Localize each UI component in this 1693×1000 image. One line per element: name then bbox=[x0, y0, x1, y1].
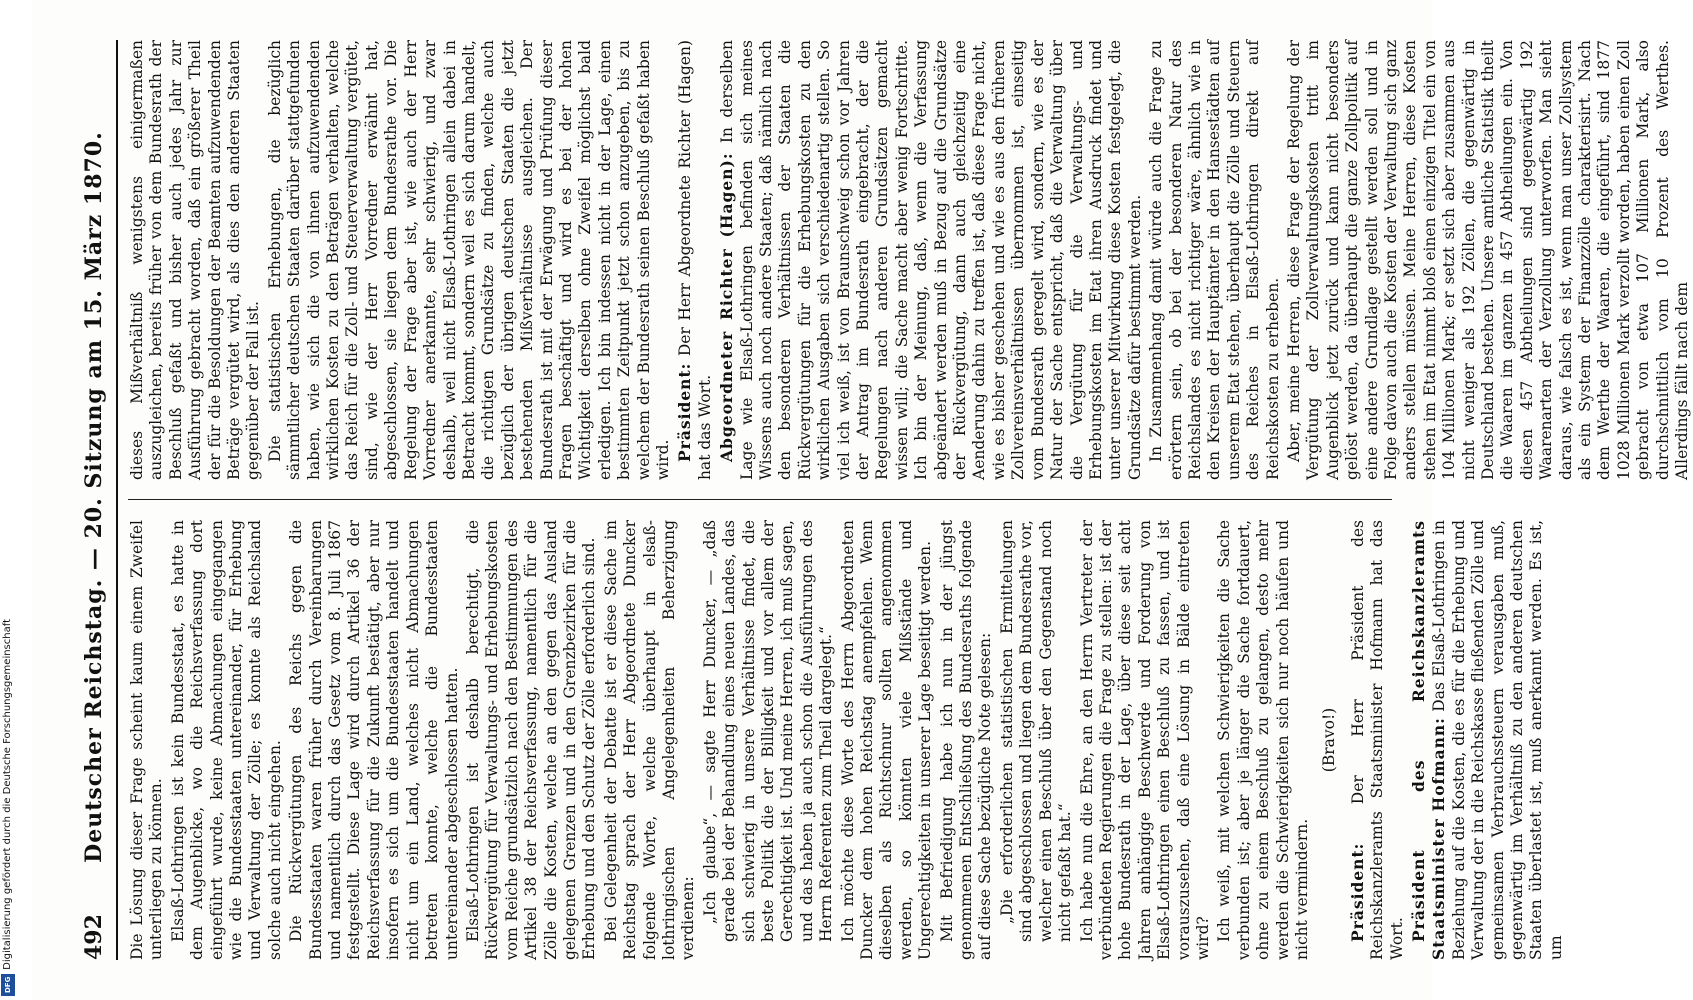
paragraph: Ich habe nun die Ehre, an den Herrn Vertreter der verbündeten Regierungen die Frage zu stellen: ist der hohe Bundesrath in der Lage, über diese seit acht Jahren anhängige Beschwerde und Forderung von Elsaß-Lothringen einen Beschluß zu fassen, und ist vorauszusehen, daß eine Lösung in Bälde eintreten wird? bbox=[1077, 520, 1212, 960]
paragraph: Aber, meine Herren, diese Frage der Regelung der Vergütung der Zollverwaltungskosten tritt im Augenblick jetzt zurück und kann nicht besonders gelöst werden, da überhaupt die ganze Zollpolitik auf eine andere Grundlage gestellt werden soll und in Folge davon auch die Kosten der Verwaltung sich ganz anders stellen müssen. Meine Herren, diese Kosten stehen im Etat nimmt bloß einen einzigen Titel ein von 104 Millionen Mark; er setzt sich aber zusammen aus nicht weniger als 192 Zöllen, die gegenwärtig in Deutschland bestehen. Unsere amtliche Statistik theilt die Waaren im ganzen in 457 Abtheilungen ein. Von diesen 457 Abtheilungen sind gegenwärtig 192 Waarenarten der Verzollung unterworfen. Man sieht daraus, wie falsch es ist, wenn man unser Zollsystem als ein System der Finanzzölle charakterisirt. Nach dem Werthe der Waaren, die eingeführt, sind 1877 1028 Millionen Mark verzollt worden, haben einen Zoll gebracht von etwa 107 Millionen Mark, also durchschnittlich vom 10 Prozent des Werthes. Allerdings fällt nach dem bbox=[1284, 40, 1692, 480]
running-title: Deutscher Reichstag. — 20. Sitzung am 15. März 1870. bbox=[81, 131, 107, 863]
speech-text: In derselben Lage wie Elsaß-Lothringen befinden sich meines Wissens auch noch andere Staaten; daß nämlich nach den besonderen Verhältnissen der Staaten die Rückvergütungen für die Erhebungskosten zu den wirklichen Ausgaben sich verschiedenartig stellen. So viel ich weiß, ist von Braunschweig schon vor Jahren der Antrag im Bundesrath eingebracht, der die Regelungen nach anderen Grundsätzen gemacht wissen will; die Sache macht aber wenig Fortschritte. Ich bin der Meinung, daß, wenn die Verfassung abgeändert werden muß in Bezug auf die Grundsätze der Rückvergütung, dann auch gleichzeitig eine Aenderung dahin zu treffen ist, daß diese Frage nicht, wie es bisher geschehen und wie es aus den früheren Zollvereinsverhältnissen übernommen ist, einseitig vom Bundesrath geregelt wird, sondern, wie es der Natur der Sache entspricht, daß die Verwaltung über die Vergütung für die Verwaltungs- und Erhebungskosten im Etat ihren Ausdruck findet und unter unserer Mitwirkung diese Kosten festgelegt, die Grundsätze dafür bestimmt werden. bbox=[718, 40, 1144, 480]
scanned-page bbox=[32, 0, 1692, 1000]
paragraph: Mit Befriedigung habe ich nun in der jüngst genommenen Entschließung des Bundesraths folgende auf diese Sache bezügliche Note gelesen: bbox=[937, 520, 995, 960]
paragraph: dieses Mißverhältniß wenigstens einigermaßen auszugleichen, bereits früher von dem Bundesrath der Beschluß gefaßt und bisher auch jedes Jahr zur Ausführung gebracht worden, daß ein größerer Theil der für die Besoldungen der Beamten aufzuwendenden Beträge vergütet wird, als dies den anderen Staaten gegenüber der Fall ist. bbox=[128, 40, 263, 480]
column-rule bbox=[128, 499, 1392, 500]
speaker-name: Präsident: bbox=[1347, 842, 1367, 942]
speaker-name: Präsident: bbox=[675, 362, 695, 462]
speech-text: Der Herr Abgeordnete Richter (Hagen) hat das Wort. bbox=[676, 40, 714, 480]
dfg-logo: DFG bbox=[1, 974, 15, 996]
right-column bbox=[128, 40, 1692, 480]
paragraph: Ich möchte diese Worte des Herrn Abgeordneten Duncker dem hohen Reichstag anempfehlen. Wenn dieselben als Richtschnur sollten angenommen werden, so könnten viele Mißstände und Ungerechtigkeiten in unserer Lage beseitigt werden. bbox=[838, 520, 935, 960]
page-header bbox=[72, 40, 118, 960]
paragraph: Bei Gelegenheit der Debatte ist er diese Sache im Reichstag sprach der Herr Abgeordnete Duncker folgende Worte, welche überhaupt in elsaß-lothringischen Angelegenheiten Beherzigung verdienen: bbox=[601, 520, 698, 960]
paragraph bbox=[675, 40, 715, 480]
paragraph bbox=[1409, 520, 1566, 960]
speaker-name: Präsident des Reichskanzleramts Staatsminister Hofmann: bbox=[1409, 520, 1449, 960]
paragraph: (Bravo!) bbox=[1320, 707, 1339, 773]
funding-credit-text: Digitalisierung gefördert durch die Deutsche Forschungsgemeinschaft bbox=[2, 619, 13, 970]
speech-text: Der Herr Präsident des Reichskanzleramts Staatsminister Hofmann hat das Wort. bbox=[1348, 520, 1406, 960]
paragraph bbox=[1348, 520, 1407, 960]
speaker-name: Abgeordneter Richter (Hagen): bbox=[717, 152, 737, 462]
paragraph: „Ich glaube“, — sagte Herr Duncker, — „daß gerade bei der Behandlung eines neuen Landes, das sich schwierig in unsere Verhältnisse findet, die beste Politik die der Billigkeit und vor allem der Gerechtigkeit ist. Und meine Herren, ich muß sagen, und das haben ja auch schon die Ausführungen des Herrn Referenten zum Theil dargelegt.“ bbox=[700, 520, 836, 942]
page-number: 492 bbox=[81, 914, 107, 960]
paragraph: „Die erforderlichen statistischen Ermittelungen sind abgeschlossen und liegen dem Bundesrathe vor, welcher einen Beschluß über den Gegenstand noch nicht gefaßt hat.“ bbox=[997, 520, 1075, 942]
paragraph: Elsaß-Lothringen ist kein Bundesstaat, es hatte in dem Augenblicke, wo die Reichsverfassung dort eingeführt wurde, keine Abmachungen eingegangen wie die Bundesstaaten untereinander, für Erhebung und Verwaltung der Zölle; es konnte als Reichsland solche auch nicht eingehen. bbox=[168, 520, 284, 960]
paragraph: Die Rückvergütungen des Reichs gegen die Bundesstaaten waren früher durch Vereinbarungen und namentlich durch das Gesetz vom 8. Juli 1867 festgestellt. Diese Lage wird durch Artikel 36 der Reichsverfassung für die Zukunft bestätigt, aber nur insofern es sich um die Bundesstaaten handelt und nicht um ein Land, welches nicht Abmachungen betreten konnte, welche die Bundesstaaten untereinander abgeschlossen hatten. bbox=[287, 520, 461, 960]
paragraph: In Zusammenhang damit würde auch die Frage zu erörtern sein, ob bei der besonderen Natur des Reichslandes es nicht richtiger wäre, ähnlich wie in den Kreisen der Hauptämter in den Hansestädten auf unserem Etat stehen, überhaupt die Zölle und Steuern des Reiches in Elsaß-Lothringen direkt auf Reichskosten zu erheben. bbox=[1147, 40, 1282, 480]
paragraph: Ich weiß, mit welchen Schwierigkeiten die Sache verbunden ist; aber je länger die Sache fortdauert, ohne zu einem Beschluß zu gelangen, desto mehr werden die Schwierigkeiten sich nur noch häufen und nicht vermindern. bbox=[1215, 520, 1311, 960]
paragraph: Die Lösung dieser Frage scheint kaum einem Zweifel unterliegen zu können. bbox=[128, 520, 166, 960]
paragraph: Die statistischen Erhebungen, die bezüglich sämmtlicher deutschen Staaten darüber stattgefunden haben, wie sich die von ihnen aufzuwendenden wirklichen Kosten zu den Beträgen verhalten, welche das Reich für die Zoll- und Steuerverwaltung vergütet, sind, wie der Herr Vorredner erwähnt hat, abgeschlossen, sie liegen dem Bundesrathe vor. Die Regelung der Frage aber ist, wie auch der Herr Vorredner anerkannte, sehr schwierig, und zwar deshalb, weil nicht Elsaß-Lothringen allein dabei in Betracht kommt, sondern weil es sich darum handelt, die richtigen Grundsätze zu finden, welche auch bezüglich der übrigen deutschen Staaten die jetzt bestehenden Mißverhältnisse ausgleichen. Der Bundesrath ist mit der Erwägung und Prüfung dieser Fragen beschäftigt und wird es bei der hohen Wichtigkeit derselben ohne Zweifel möglichst bald erledigen. Ich bin indessen nicht in der Lage, einen bestimmten Zeitpunkt jetzt schon anzugeben, bis zu welchem der Bundesrath seinen Beschluß gefaßt haben wird. bbox=[265, 40, 672, 480]
paragraph: Elsaß-Lothringen ist deshalb berechtigt, die Rückvergütung für Verwaltungs- und Erhebungskosten vom Reiche grundsätzlich nach den Bestimmungen des Artikel 38 der Reichsverfassung, namentlich für die Zölle die Kosten, welche an den gegen das Ausland gelegenen Grenzen und in den Grenzbezirken für die Erhebung und den Schutz der Zölle erforderlich sind. bbox=[463, 520, 599, 960]
funding-credit-strip bbox=[0, 0, 16, 1000]
speech-text: Das Elsaß-Lothringen in Beziehung auf die Kosten, die es für die Erhebung und Verwaltung der in die Reichskasse fließenden Zölle und gemeinsamen Verbrauchssteuern verausgaben muß, gegenwärtig im Verhältniß zu den anderen deutschen Staaten überlastet ist, muß anerkannt werden. Es ist, um bbox=[1430, 520, 1565, 960]
paragraph bbox=[717, 40, 1145, 480]
left-column bbox=[128, 520, 1565, 960]
